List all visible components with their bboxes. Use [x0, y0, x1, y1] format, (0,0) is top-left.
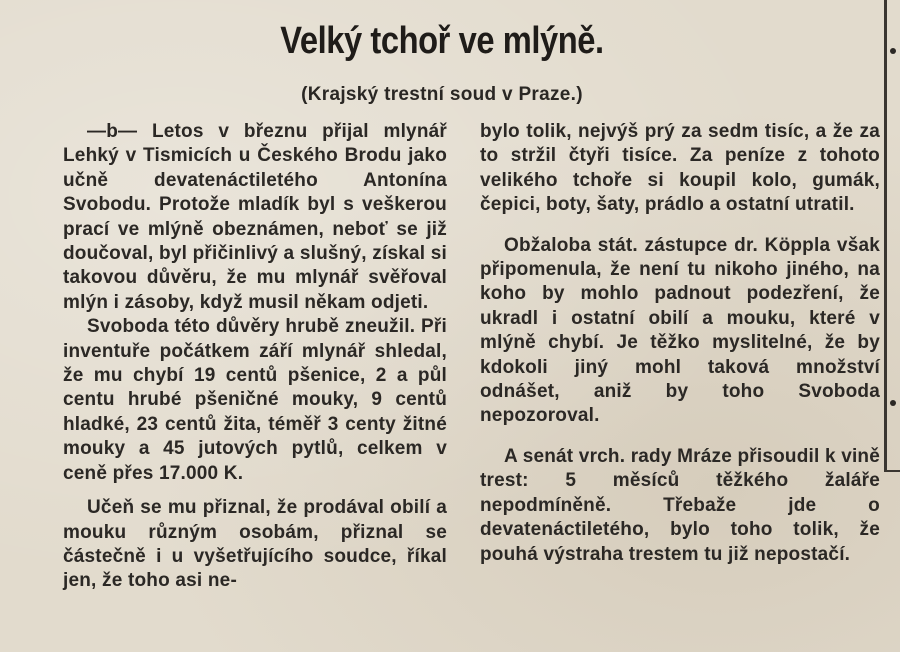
paragraph: Učeň se mu přiznal, že prodával obilí a mouku různým osobám, přiznal se částečně i u vyšetřujícího soudce, říkal jen, že toho asi ne-	[63, 497, 447, 592]
paragraph: Obžaloba stát. zástupce dr. Köppla však připomenula, že není tu nikoho jiného, na koho by mohlo padnout podezření, že ukradl i ostatní obilí a mouku, které v mlýně chybí. Je těžko myslitelné, že by kdokoli jiný mohl taková množství odnášet, aniž by toho Svoboda nepozoroval.	[480, 234, 880, 427]
paragraph: bylo tolik, nejvýš prý za sedm tisíc, a že za to stržil čtyři tisíce. Za peníze z tohoto velikého tchoře si koupil kolo, gumák, čepici, boty, šaty, prádlo a ostatní utratil.	[480, 121, 880, 216]
margin-dot	[890, 48, 896, 54]
article-title: Velký tchoř ve mlýně.	[280, 20, 604, 62]
paragraph: Svoboda této důvěry hrubě zneužil. Při inventuře počátkem září mlynář shledal, že mu chybí 19 centů pšenice, 2 a půl centu hrubé pšeničné mouky, 9 centů hladké, 23 centů žita, téměř 3 centy žitné mouky a 45 jutových pytlů, celkem v ceně přes 17.000 K.	[63, 316, 447, 484]
margin-dot	[890, 400, 896, 406]
paragraph: —b— Letos v březnu přijal mlynář Lehký v Tismicích u Českého Brodu jako učně devatenáctiletého Antonína Svobodu. Protože mladík byl s veškerou prací ve mlýně obeznámen, neboť se již doučoval, byl přičinlivý a slušný, získal si takovou důvěru, že mu mlynář svěřoval mlýn i zásoby, když musil někam odjeti.	[63, 121, 447, 313]
column-rule	[884, 0, 887, 470]
article-right-column	[480, 120, 880, 567]
column-rule-tick	[884, 470, 900, 472]
paragraph: A senát vrch. rady Mráze přisoudil k vině trest: 5 měsíců těžkého žaláře nepodmíněně. Třebaže jde o devatenáctiletého, bylo toho tolik, že pouhá výstraha trestem tu již nepostačí.	[480, 445, 881, 565]
article-left-column	[63, 120, 447, 594]
article-subtitle: (Krajský trestní soud v Praze.)	[301, 84, 583, 105]
